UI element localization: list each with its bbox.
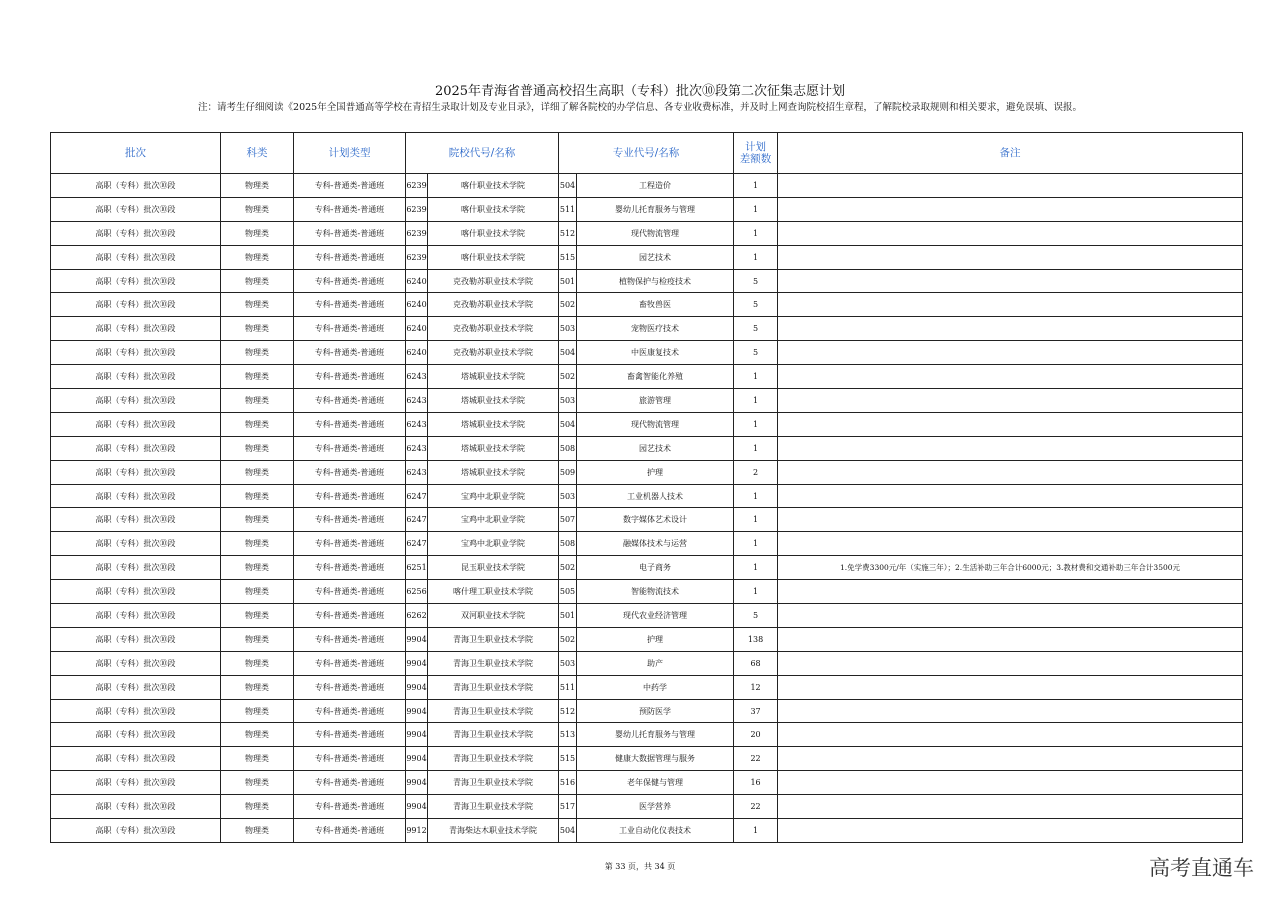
table-row xyxy=(51,293,1243,317)
header-remark: 备注 xyxy=(778,133,1243,174)
cell-major-code: 508 xyxy=(559,532,577,556)
cell-school-code: 6243 xyxy=(406,365,428,389)
cell-subject: 物理类 xyxy=(221,627,294,651)
cell-school-name: 青海卫生职业技术学院 xyxy=(428,795,559,819)
table-row xyxy=(51,723,1243,747)
cell-major-code: 503 xyxy=(559,317,577,341)
cell-school-code: 6243 xyxy=(406,412,428,436)
cell-school-code: 6243 xyxy=(406,389,428,413)
cell-quota: 68 xyxy=(734,651,778,675)
cell-major-code: 502 xyxy=(559,293,577,317)
cell-school-code: 9904 xyxy=(406,675,428,699)
cell-major-name: 健康大数据管理与服务 xyxy=(577,747,734,771)
cell-quota: 1 xyxy=(734,365,778,389)
cell-subject: 物理类 xyxy=(221,389,294,413)
table-row xyxy=(51,245,1243,269)
table-row xyxy=(51,795,1243,819)
cell-school-code: 9904 xyxy=(406,771,428,795)
cell-batch: 高职（专科）批次⑩段 xyxy=(51,269,221,293)
table-row xyxy=(51,484,1243,508)
cell-plan-type: 专科-普通类-普通班 xyxy=(294,699,406,723)
cell-remark xyxy=(778,651,1243,675)
cell-plan-type: 专科-普通类-普通班 xyxy=(294,723,406,747)
cell-major-name: 智能物流技术 xyxy=(577,580,734,604)
cell-school-code: 9904 xyxy=(406,747,428,771)
cell-subject: 物理类 xyxy=(221,723,294,747)
cell-quota: 5 xyxy=(734,604,778,628)
cell-school-code: 6239 xyxy=(406,197,428,221)
cell-major-code: 515 xyxy=(559,245,577,269)
cell-major-name: 医学营养 xyxy=(577,795,734,819)
cell-major-name: 畜牧兽医 xyxy=(577,293,734,317)
cell-major-name: 畜禽智能化养殖 xyxy=(577,365,734,389)
cell-quota: 12 xyxy=(734,675,778,699)
cell-school-code: 6251 xyxy=(406,556,428,580)
cell-major-name: 园艺技术 xyxy=(577,245,734,269)
cell-major-code: 512 xyxy=(559,221,577,245)
cell-school-code: 6240 xyxy=(406,269,428,293)
cell-major-name: 现代农业经济管理 xyxy=(577,604,734,628)
cell-plan-type: 专科-普通类-普通班 xyxy=(294,604,406,628)
cell-major-name: 助产 xyxy=(577,651,734,675)
cell-school-code: 6240 xyxy=(406,293,428,317)
document-title: 2025年青海省普通高校招生高职（专科）批次⑩段第二次征集志愿计划 xyxy=(434,84,846,99)
cell-remark xyxy=(778,508,1243,532)
table-row xyxy=(51,699,1243,723)
cell-school-name: 塔城职业技术学院 xyxy=(428,412,559,436)
cell-subject: 物理类 xyxy=(221,412,294,436)
cell-school-code: 9904 xyxy=(406,651,428,675)
cell-major-code: 502 xyxy=(559,365,577,389)
cell-subject: 物理类 xyxy=(221,819,294,843)
cell-batch: 高职（专科）批次⑩段 xyxy=(51,484,221,508)
cell-major-code: 501 xyxy=(559,269,577,293)
cell-plan-type: 专科-普通类-普通班 xyxy=(294,365,406,389)
cell-remark xyxy=(778,723,1243,747)
cell-plan-type: 专科-普通类-普通班 xyxy=(294,627,406,651)
cell-quota: 5 xyxy=(734,317,778,341)
table-row xyxy=(51,771,1243,795)
cell-major-code: 513 xyxy=(559,723,577,747)
cell-major-code: 503 xyxy=(559,484,577,508)
table-row xyxy=(51,389,1243,413)
cell-remark xyxy=(778,484,1243,508)
cell-school-code: 6247 xyxy=(406,484,428,508)
cell-school-name: 塔城职业技术学院 xyxy=(428,436,559,460)
cell-school-code: 6247 xyxy=(406,508,428,532)
cell-plan-type: 专科-普通类-普通班 xyxy=(294,317,406,341)
table-row xyxy=(51,412,1243,436)
header-quota xyxy=(734,133,778,174)
cell-school-name: 喀什职业技术学院 xyxy=(428,197,559,221)
cell-plan-type: 专科-普通类-普通班 xyxy=(294,174,406,198)
cell-subject: 物理类 xyxy=(221,675,294,699)
cell-major-name: 中药学 xyxy=(577,675,734,699)
cell-school-name: 青海卫生职业技术学院 xyxy=(428,627,559,651)
cell-school-code: 6243 xyxy=(406,460,428,484)
cell-school-code: 6239 xyxy=(406,174,428,198)
cell-batch: 高职（专科）批次⑩段 xyxy=(51,365,221,389)
cell-major-name: 电子商务 xyxy=(577,556,734,580)
cell-school-code: 6240 xyxy=(406,317,428,341)
cell-school-code: 6256 xyxy=(406,580,428,604)
cell-subject: 物理类 xyxy=(221,317,294,341)
cell-remark xyxy=(778,771,1243,795)
cell-school-name: 双河职业技术学院 xyxy=(428,604,559,628)
cell-major-name: 工业自动化仪表技术 xyxy=(577,819,734,843)
cell-school-name: 昆玉职业技术学院 xyxy=(428,556,559,580)
cell-plan-type: 专科-普通类-普通班 xyxy=(294,532,406,556)
table-row xyxy=(51,604,1243,628)
cell-major-code: 517 xyxy=(559,795,577,819)
cell-remark xyxy=(778,675,1243,699)
document-note: 注：请考生仔细阅读《2025年全国普通高等学校在青招生录取计划及专业目录》，详细了解各院校的办学信息、各专业收费标准，并及时上网查询院校招生章程，了解院校录取规则和相关要求，避免误填、误报。 xyxy=(198,102,1082,113)
plan-table xyxy=(50,132,1243,843)
cell-remark xyxy=(778,819,1243,843)
cell-school-name: 宝鸡中北职业学院 xyxy=(428,508,559,532)
table-row xyxy=(51,675,1243,699)
cell-subject: 物理类 xyxy=(221,556,294,580)
cell-batch: 高职（专科）批次⑩段 xyxy=(51,675,221,699)
cell-school-name: 塔城职业技术学院 xyxy=(428,389,559,413)
cell-school-code: 9904 xyxy=(406,795,428,819)
cell-batch: 高职（专科）批次⑩段 xyxy=(51,293,221,317)
cell-subject: 物理类 xyxy=(221,365,294,389)
cell-batch: 高职（专科）批次⑩段 xyxy=(51,627,221,651)
table-row xyxy=(51,460,1243,484)
cell-school-code: 9904 xyxy=(406,699,428,723)
cell-school-name: 青海柴达木职业技术学院 xyxy=(428,819,559,843)
cell-subject: 物理类 xyxy=(221,651,294,675)
cell-batch: 高职（专科）批次⑩段 xyxy=(51,747,221,771)
table-row xyxy=(51,197,1243,221)
cell-major-name: 旅游管理 xyxy=(577,389,734,413)
cell-plan-type: 专科-普通类-普通班 xyxy=(294,508,406,532)
cell-school-code: 6247 xyxy=(406,532,428,556)
cell-plan-type: 专科-普通类-普通班 xyxy=(294,795,406,819)
header-batch: 批次 xyxy=(51,133,221,174)
cell-plan-type: 专科-普通类-普通班 xyxy=(294,484,406,508)
cell-quota: 1 xyxy=(734,197,778,221)
cell-batch: 高职（专科）批次⑩段 xyxy=(51,819,221,843)
cell-subject: 物理类 xyxy=(221,341,294,365)
cell-remark xyxy=(778,221,1243,245)
table-body xyxy=(51,174,1243,843)
cell-major-name: 婴幼儿托育服务与管理 xyxy=(577,723,734,747)
cell-quota: 1 xyxy=(734,412,778,436)
cell-quota: 1 xyxy=(734,556,778,580)
cell-school-name: 塔城职业技术学院 xyxy=(428,460,559,484)
cell-remark xyxy=(778,627,1243,651)
cell-subject: 物理类 xyxy=(221,795,294,819)
cell-major-code: 501 xyxy=(559,604,577,628)
cell-major-code: 504 xyxy=(559,819,577,843)
page-footer: 第 33 页，共 34 页 xyxy=(604,862,676,871)
cell-school-name: 克孜勒苏职业技术学院 xyxy=(428,341,559,365)
cell-major-code: 508 xyxy=(559,436,577,460)
table-row xyxy=(51,651,1243,675)
cell-major-name: 中医康复技术 xyxy=(577,341,734,365)
cell-school-name: 喀什职业技术学院 xyxy=(428,174,559,198)
cell-remark xyxy=(778,460,1243,484)
cell-quota: 22 xyxy=(734,795,778,819)
cell-school-name: 克孜勒苏职业技术学院 xyxy=(428,293,559,317)
cell-quota: 37 xyxy=(734,699,778,723)
cell-plan-type: 专科-普通类-普通班 xyxy=(294,341,406,365)
cell-batch: 高职（专科）批次⑩段 xyxy=(51,317,221,341)
cell-major-name: 工业机器人技术 xyxy=(577,484,734,508)
cell-school-name: 青海卫生职业技术学院 xyxy=(428,771,559,795)
cell-plan-type: 专科-普通类-普通班 xyxy=(294,436,406,460)
cell-batch: 高职（专科）批次⑩段 xyxy=(51,604,221,628)
table-header-row xyxy=(51,133,1243,174)
cell-major-name: 现代物流管理 xyxy=(577,412,734,436)
cell-remark xyxy=(778,197,1243,221)
cell-subject: 物理类 xyxy=(221,771,294,795)
cell-quota: 1 xyxy=(734,508,778,532)
cell-subject: 物理类 xyxy=(221,532,294,556)
cell-subject: 物理类 xyxy=(221,604,294,628)
cell-plan-type: 专科-普通类-普通班 xyxy=(294,389,406,413)
cell-batch: 高职（专科）批次⑩段 xyxy=(51,412,221,436)
cell-school-name: 宝鸡中北职业学院 xyxy=(428,532,559,556)
cell-school-name: 克孜勒苏职业技术学院 xyxy=(428,269,559,293)
cell-batch: 高职（专科）批次⑩段 xyxy=(51,436,221,460)
cell-major-name: 工程造价 xyxy=(577,174,734,198)
cell-plan-type: 专科-普通类-普通班 xyxy=(294,580,406,604)
cell-quota: 5 xyxy=(734,269,778,293)
cell-batch: 高职（专科）批次⑩段 xyxy=(51,556,221,580)
cell-batch: 高职（专科）批次⑩段 xyxy=(51,341,221,365)
cell-batch: 高职（专科）批次⑩段 xyxy=(51,221,221,245)
cell-school-name: 青海卫生职业技术学院 xyxy=(428,723,559,747)
table-row xyxy=(51,221,1243,245)
cell-quota: 1 xyxy=(734,221,778,245)
cell-batch: 高职（专科）批次⑩段 xyxy=(51,723,221,747)
cell-major-code: 504 xyxy=(559,412,577,436)
cell-major-code: 502 xyxy=(559,627,577,651)
cell-school-code: 6240 xyxy=(406,341,428,365)
cell-quota: 138 xyxy=(734,627,778,651)
cell-school-name: 宝鸡中北职业学院 xyxy=(428,484,559,508)
cell-school-name: 青海卫生职业技术学院 xyxy=(428,651,559,675)
cell-batch: 高职（专科）批次⑩段 xyxy=(51,580,221,604)
table-row xyxy=(51,819,1243,843)
cell-subject: 物理类 xyxy=(221,580,294,604)
cell-plan-type: 专科-普通类-普通班 xyxy=(294,651,406,675)
table-row xyxy=(51,747,1243,771)
cell-remark xyxy=(778,269,1243,293)
table-row xyxy=(51,365,1243,389)
cell-school-code: 9904 xyxy=(406,627,428,651)
header-plan-type: 计划类型 xyxy=(294,133,406,174)
cell-major-code: 511 xyxy=(559,675,577,699)
cell-plan-type: 专科-普通类-普通班 xyxy=(294,412,406,436)
cell-major-code: 504 xyxy=(559,174,577,198)
cell-school-code: 9912 xyxy=(406,819,428,843)
cell-batch: 高职（专科）批次⑩段 xyxy=(51,532,221,556)
cell-subject: 物理类 xyxy=(221,508,294,532)
cell-plan-type: 专科-普通类-普通班 xyxy=(294,771,406,795)
cell-plan-type: 专科-普通类-普通班 xyxy=(294,675,406,699)
cell-remark xyxy=(778,795,1243,819)
cell-quota: 1 xyxy=(734,174,778,198)
cell-major-code: 511 xyxy=(559,197,577,221)
table-row xyxy=(51,174,1243,198)
cell-quota: 1 xyxy=(734,436,778,460)
cell-major-code: 512 xyxy=(559,699,577,723)
cell-subject: 物理类 xyxy=(221,221,294,245)
watermark-text: 高考直通车 xyxy=(1149,856,1254,880)
cell-school-code: 6239 xyxy=(406,245,428,269)
cell-major-name: 现代物流管理 xyxy=(577,221,734,245)
cell-batch: 高职（专科）批次⑩段 xyxy=(51,508,221,532)
cell-quota: 1 xyxy=(734,580,778,604)
cell-subject: 物理类 xyxy=(221,747,294,771)
cell-school-name: 塔城职业技术学院 xyxy=(428,365,559,389)
cell-batch: 高职（专科）批次⑩段 xyxy=(51,771,221,795)
table-row xyxy=(51,341,1243,365)
cell-quota: 5 xyxy=(734,293,778,317)
table-row xyxy=(51,317,1243,341)
cell-plan-type: 专科-普通类-普通班 xyxy=(294,819,406,843)
cell-quota: 16 xyxy=(734,771,778,795)
cell-batch: 高职（专科）批次⑩段 xyxy=(51,699,221,723)
cell-batch: 高职（专科）批次⑩段 xyxy=(51,174,221,198)
cell-remark xyxy=(778,245,1243,269)
header-school: 院校代号/名称 xyxy=(406,133,559,174)
cell-plan-type: 专科-普通类-普通班 xyxy=(294,460,406,484)
cell-remark xyxy=(778,365,1243,389)
header-quota-line2: 差额数 xyxy=(739,153,772,165)
table-row xyxy=(51,556,1243,580)
cell-school-code: 6262 xyxy=(406,604,428,628)
cell-remark xyxy=(778,412,1243,436)
cell-major-name: 护理 xyxy=(577,460,734,484)
cell-major-code: 507 xyxy=(559,508,577,532)
cell-major-name: 园艺技术 xyxy=(577,436,734,460)
cell-remark xyxy=(778,317,1243,341)
cell-subject: 物理类 xyxy=(221,197,294,221)
table-row xyxy=(51,436,1243,460)
cell-remark: 1.免学费3300元/年（实施三年）；2.生活补助三年合计6000元；3.教材费和交通补助三年合计3500元 xyxy=(778,556,1243,580)
cell-major-name: 老年保健与管理 xyxy=(577,771,734,795)
cell-quota: 1 xyxy=(734,532,778,556)
cell-major-name: 融媒体技术与运营 xyxy=(577,532,734,556)
cell-major-code: 504 xyxy=(559,341,577,365)
cell-quota: 1 xyxy=(734,389,778,413)
cell-subject: 物理类 xyxy=(221,293,294,317)
cell-subject: 物理类 xyxy=(221,436,294,460)
cell-major-code: 505 xyxy=(559,580,577,604)
cell-subject: 物理类 xyxy=(221,174,294,198)
cell-major-name: 护理 xyxy=(577,627,734,651)
cell-batch: 高职（专科）批次⑩段 xyxy=(51,389,221,413)
cell-subject: 物理类 xyxy=(221,269,294,293)
cell-subject: 物理类 xyxy=(221,699,294,723)
cell-school-name: 青海卫生职业技术学院 xyxy=(428,675,559,699)
cell-subject: 物理类 xyxy=(221,484,294,508)
cell-major-name: 植物保护与检疫技术 xyxy=(577,269,734,293)
cell-quota: 5 xyxy=(734,341,778,365)
cell-remark xyxy=(778,532,1243,556)
cell-subject: 物理类 xyxy=(221,245,294,269)
cell-batch: 高职（专科）批次⑩段 xyxy=(51,460,221,484)
cell-major-code: 503 xyxy=(559,389,577,413)
table-row xyxy=(51,532,1243,556)
cell-remark xyxy=(778,699,1243,723)
cell-school-code: 9904 xyxy=(406,723,428,747)
header-quota-line1: 计划 xyxy=(745,141,767,153)
cell-major-name: 预防医学 xyxy=(577,699,734,723)
cell-major-code: 516 xyxy=(559,771,577,795)
cell-remark xyxy=(778,341,1243,365)
cell-plan-type: 专科-普通类-普通班 xyxy=(294,197,406,221)
cell-plan-type: 专科-普通类-普通班 xyxy=(294,747,406,771)
cell-quota: 20 xyxy=(734,723,778,747)
cell-school-name: 喀什职业技术学院 xyxy=(428,245,559,269)
cell-school-code: 6243 xyxy=(406,436,428,460)
cell-major-name: 宠物医疗技术 xyxy=(577,317,734,341)
cell-major-name: 婴幼儿托育服务与管理 xyxy=(577,197,734,221)
cell-quota: 2 xyxy=(734,460,778,484)
cell-quota: 1 xyxy=(734,484,778,508)
cell-plan-type: 专科-普通类-普通班 xyxy=(294,269,406,293)
cell-batch: 高职（专科）批次⑩段 xyxy=(51,197,221,221)
cell-plan-type: 专科-普通类-普通班 xyxy=(294,245,406,269)
cell-major-code: 509 xyxy=(559,460,577,484)
cell-batch: 高职（专科）批次⑩段 xyxy=(51,245,221,269)
table-row xyxy=(51,508,1243,532)
cell-plan-type: 专科-普通类-普通班 xyxy=(294,293,406,317)
cell-school-name: 喀什理工职业技术学院 xyxy=(428,580,559,604)
cell-school-name: 克孜勒苏职业技术学院 xyxy=(428,317,559,341)
cell-remark xyxy=(778,436,1243,460)
cell-batch: 高职（专科）批次⑩段 xyxy=(51,651,221,675)
cell-school-name: 青海卫生职业技术学院 xyxy=(428,747,559,771)
table-row xyxy=(51,627,1243,651)
table-row xyxy=(51,269,1243,293)
cell-quota: 1 xyxy=(734,819,778,843)
cell-remark xyxy=(778,174,1243,198)
cell-school-name: 喀什职业技术学院 xyxy=(428,221,559,245)
cell-batch: 高职（专科）批次⑩段 xyxy=(51,795,221,819)
cell-subject: 物理类 xyxy=(221,460,294,484)
cell-school-code: 6239 xyxy=(406,221,428,245)
cell-quota: 1 xyxy=(734,245,778,269)
cell-remark xyxy=(778,293,1243,317)
cell-major-name: 数字媒体艺术设计 xyxy=(577,508,734,532)
cell-major-code: 515 xyxy=(559,747,577,771)
cell-remark xyxy=(778,389,1243,413)
header-subject: 科类 xyxy=(221,133,294,174)
table-row xyxy=(51,580,1243,604)
cell-quota: 22 xyxy=(734,747,778,771)
cell-remark xyxy=(778,604,1243,628)
cell-plan-type: 专科-普通类-普通班 xyxy=(294,556,406,580)
cell-major-code: 503 xyxy=(559,651,577,675)
cell-remark xyxy=(778,747,1243,771)
cell-school-name: 青海卫生职业技术学院 xyxy=(428,699,559,723)
cell-remark xyxy=(778,580,1243,604)
cell-plan-type: 专科-普通类-普通班 xyxy=(294,221,406,245)
cell-major-code: 502 xyxy=(559,556,577,580)
header-major: 专业代号/名称 xyxy=(559,133,734,174)
